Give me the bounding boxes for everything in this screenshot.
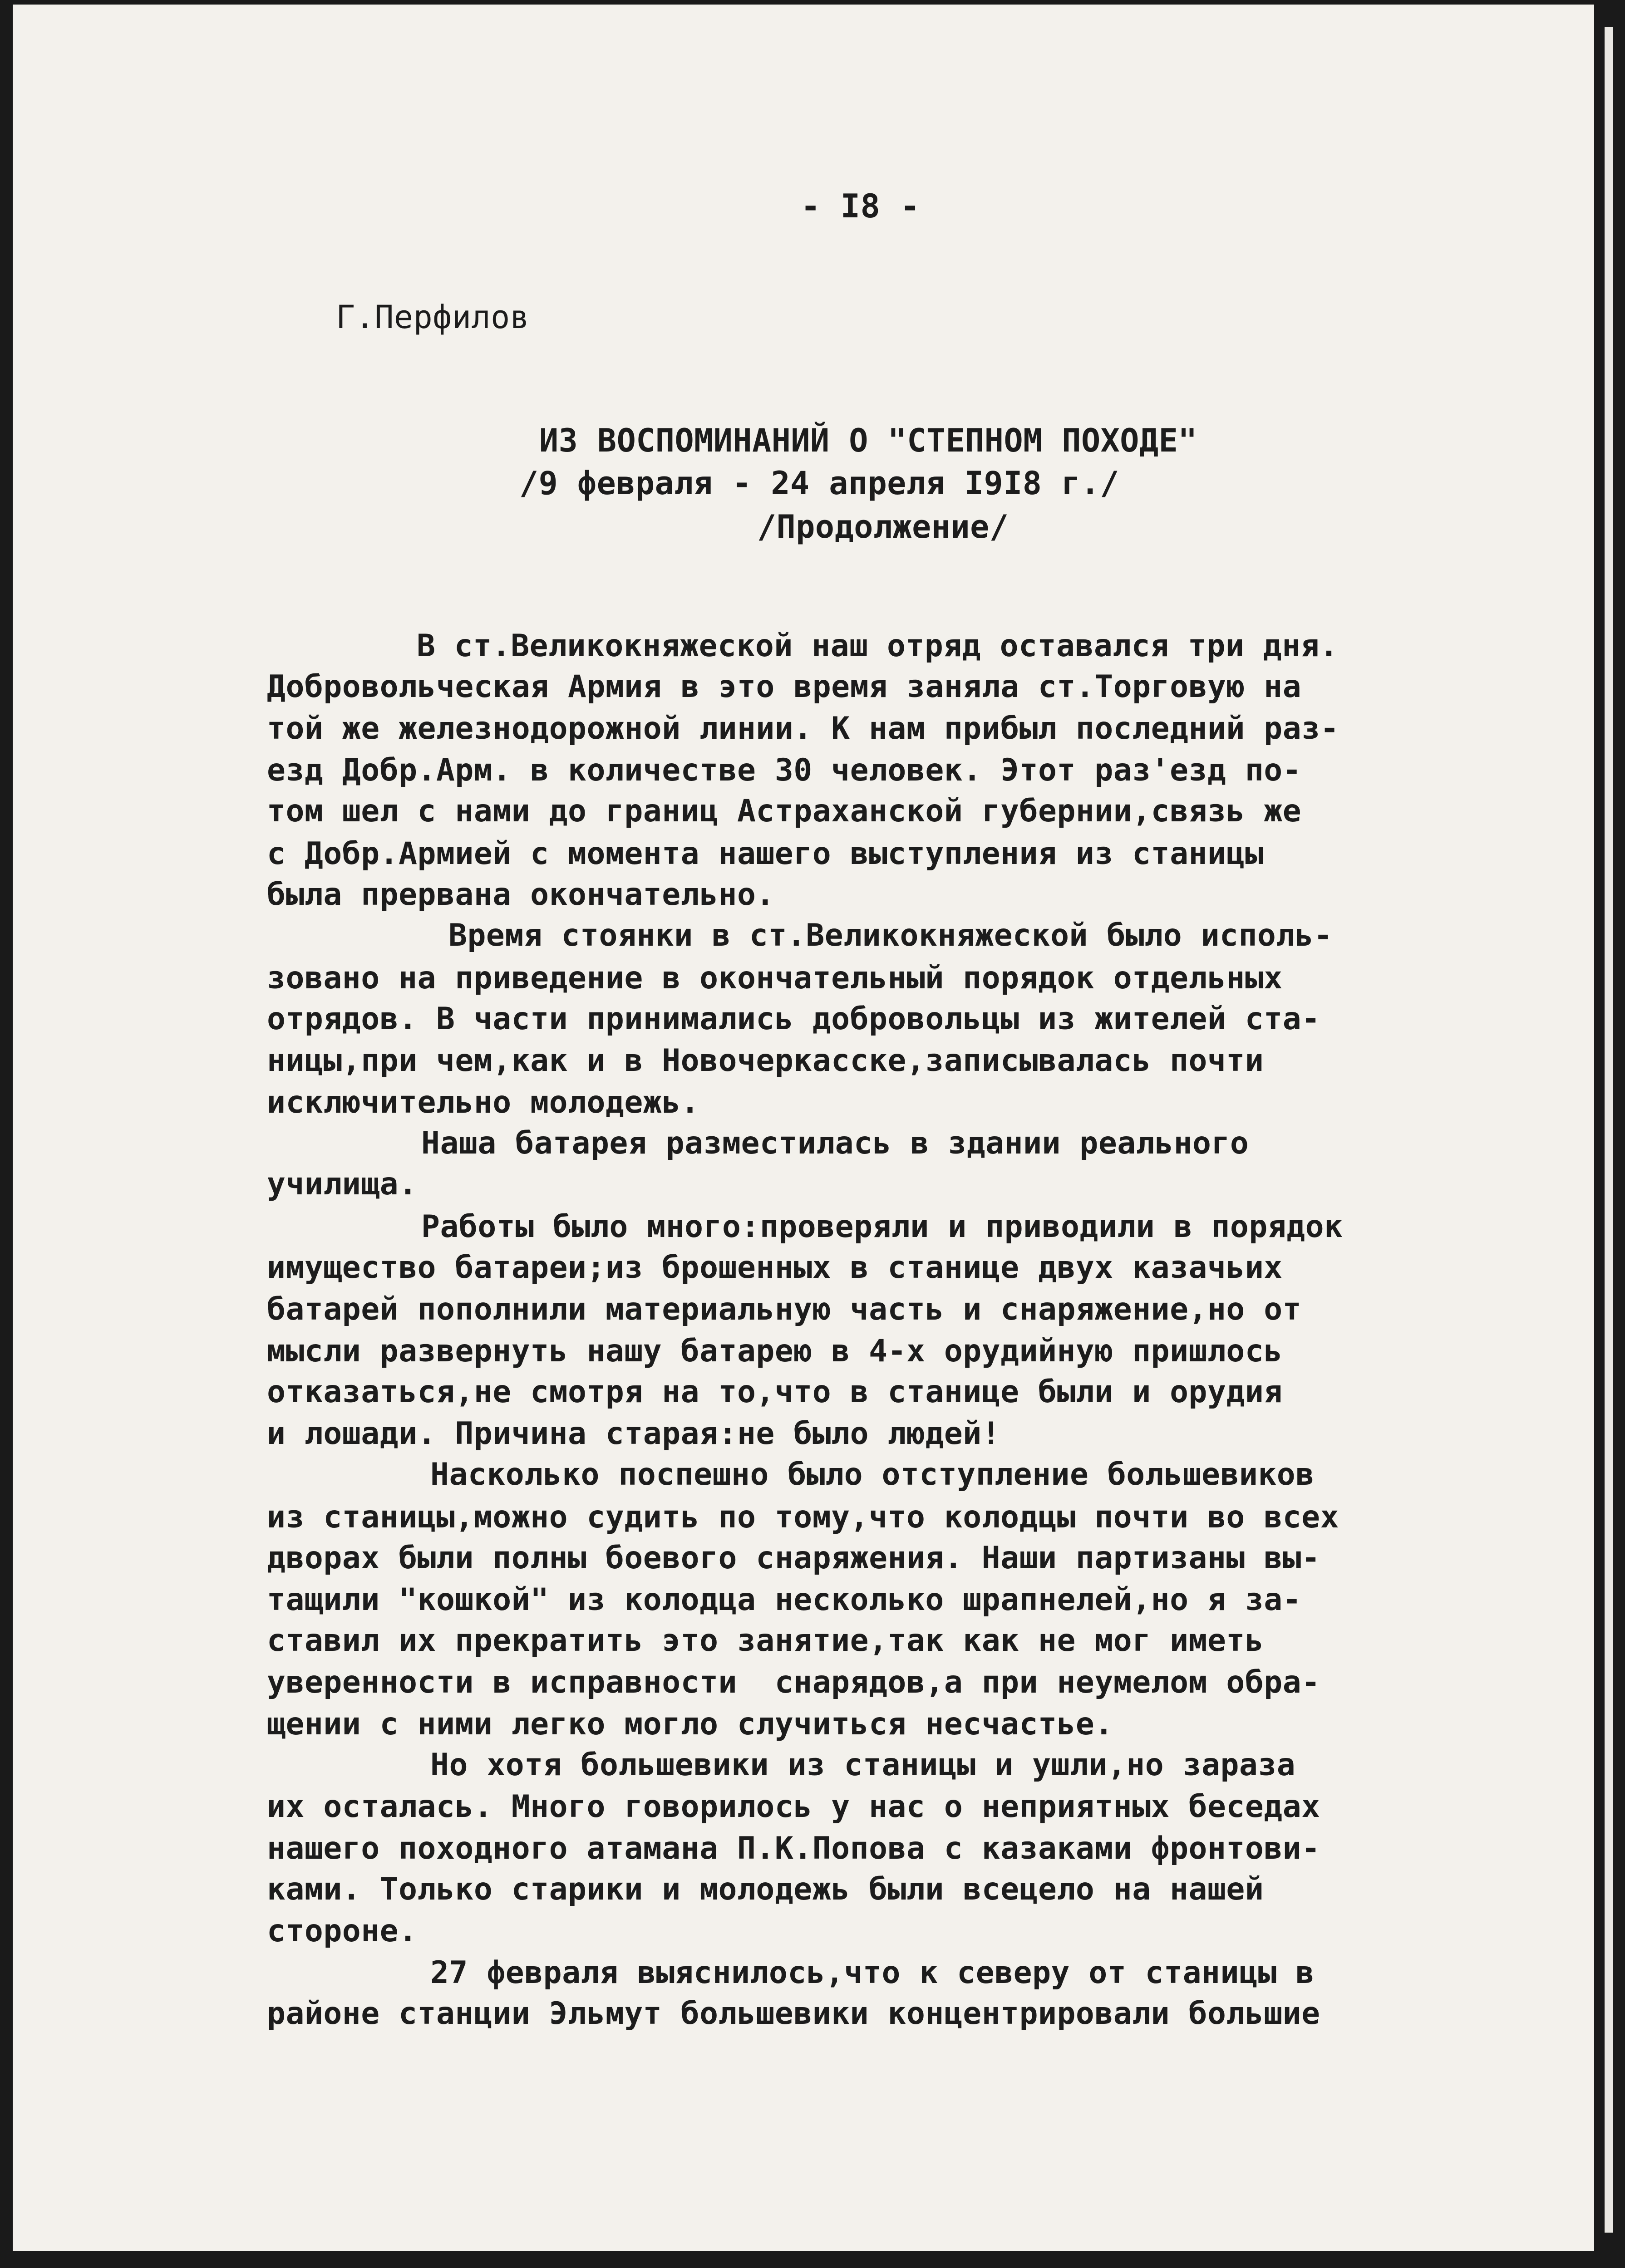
body-line: тащили "кошкой" из колодца несколько шрапнелей,но я за- [267,1582,1302,1618]
body-line: нашего походного атамана П.К.Попова с казаками фронтови- [267,1831,1320,1866]
author-name: Г.Перфилов [336,299,530,336]
title-line-3: /Продолжение/ [757,508,1009,545]
document-page [13,5,1602,2251]
body-line: мысли развернуть нашу батарею в 4-х орудийную пришлось [267,1333,1283,1369]
body-line: Насколько поспешно было отступление большевиков [430,1457,1315,1492]
body-line: училища. [267,1166,418,1202]
body-line: Время стоянки в ст.Великокняжеской было исполь- [448,918,1333,953]
body-line: уверенности в исправности снарядов,а при неумелом обра- [267,1664,1320,1700]
body-line: исключительно молодежь. [267,1085,700,1120]
body-line: отрядов. В части принимались добровольцы из жителей ста- [267,1001,1320,1037]
body-line: том шел с нами до границ Астраханской губернии,связь же [267,793,1302,829]
body-line: Наша батарея разместилась в здании реального [421,1125,1249,1161]
body-line: их осталась. Много говорилось у нас о неприятных беседах [267,1789,1320,1825]
body-line: зовано на приведение в окончательный порядок отдельных [267,960,1283,996]
body-line: отказаться,не смотря на то,что в станице были и орудия [267,1374,1283,1410]
body-line: ками. Только старики и молодежь были всецело на нашей [267,1871,1264,1907]
body-line: 27 февраля выяснилось,что к северу от станицы в [430,1955,1315,1991]
body-line: Но хотя большевики из станицы и ушли,но зараза [430,1747,1296,1783]
adjacent-page-strip [1605,27,1613,2233]
body-line: с Добр.Армией с момента нашего выступления из станицы [267,836,1264,872]
body-line: была прервана окончательно. [267,877,775,913]
body-line: Работы было много:проверяли и приводили в порядок [421,1209,1343,1245]
body-line: ставил их прекратить это занятие,так как не мог иметь [267,1623,1264,1659]
body-line: щении с ними легко могло случиться несчастье. [267,1706,1113,1742]
body-line: В ст.Великокняжеской наш отряд оставался три дня. [417,628,1339,664]
body-line: той же железнодорожной линии. К нам прибыл последний раз- [267,711,1339,746]
page-number: - I8 - [801,187,921,225]
body-line: дворах были полны боевого снаряжения. Наши партизаны вы- [267,1540,1320,1576]
body-line: Добровольческая Армия в это время заняла ст.Торговую на [267,669,1302,705]
body-line: районе станции Эльмут большевики концентрировали большие [267,1996,1320,2032]
body-line: стороне. [267,1913,418,1949]
body-line: батарей пополнили материальную часть и снаряжение,но от [267,1291,1302,1327]
body-line: ницы,при чем,как и в Новочеркасске,записывалась почти [267,1043,1264,1079]
title-line-1: ИЗ ВОСПОМИНАНИЙ О "СТЕПНОМ ПОХОДЕ" [539,422,1197,459]
body-line: езд Добр.Арм. в количестве 30 человек. Этот раз'езд по- [267,752,1302,788]
body-line: и лошади. Причина старая:не было людей! [267,1416,1001,1452]
body-line: из станицы,можно судить по тому,что колодцы почти во всех [267,1499,1339,1535]
title-line-2: /9 февраля - 24 апреля I9I8 г./ [519,465,1119,502]
body-line: имущество батареи;из брошенных в станице двух казачьих [267,1250,1283,1286]
